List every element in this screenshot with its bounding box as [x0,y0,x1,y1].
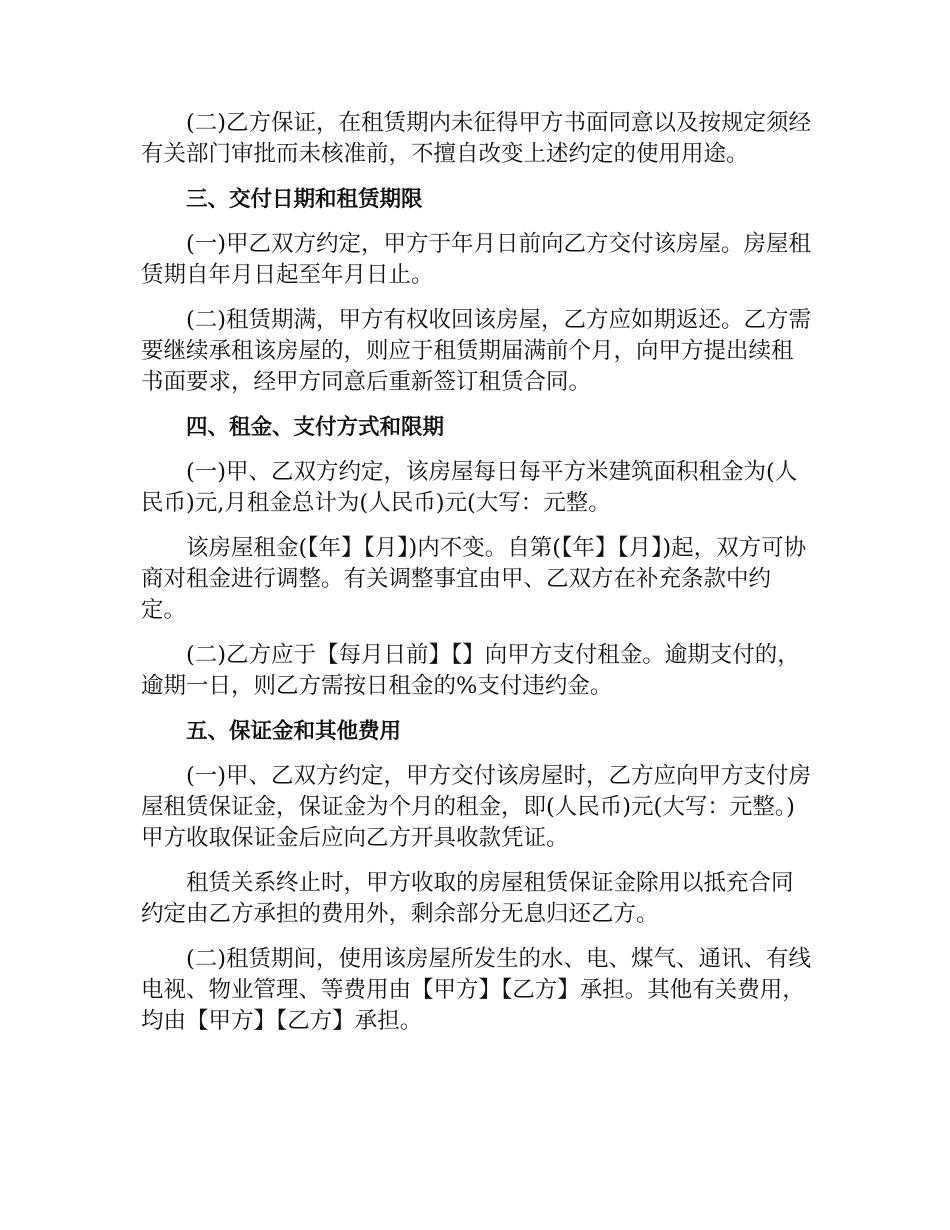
section-heading-delivery: 三、交付日期和租赁期限 [186,187,423,212]
paragraph-deposit-amount: (一)甲、乙双方约定，甲方交付该房屋时，乙方应向甲方支付房屋租赁保证金，保证金为个月的租金，即(人民币)元(大写：元整。)甲方收取保证金后应向乙方开具收款凭证。 [141,763,812,851]
paragraph-use-guarantee: (二)乙方保证，在租赁期内未征得甲方书面同意以及按规定须经有关部门审批而未核准前，不擅自改变上述约定的使用用途。 [141,110,812,167]
paragraph-other-fees: (二)租赁期间，使用该房屋所发生的水、电、煤气、通讯、有线电视、物业管理、等费用由【甲方】【乙方】承担。其他有关费用，均由【甲方】【乙方】承担。 [141,946,812,1034]
section-heading-deposit: 五、保证金和其他费用 [186,719,402,744]
paragraph-deposit-return: 租赁关系终止时，甲方收取的房屋租赁保证金除用以抵充合同约定由乙方承担的费用外，剩余部分无息归还乙方。 [141,870,794,927]
document-page [141,108,813,1051]
paragraph-rent-adjustment: 该房屋租金(【年】【月】)内不变。自第(【年】【月】)起，双方可协商对租金进行调整。有关调整事宜由甲、乙双方在补充条款中约定。 [141,535,807,623]
paragraph-lease-expiry: (二)租赁期满，甲方有权收回该房屋，乙方应如期返还。乙方需要继续承租该房屋的，则应于租赁期届满前个月，向甲方提出续租书面要求，经甲方同意后重新签订租赁合同。 [141,307,812,395]
paragraph-rent-amount: (一)甲、乙双方约定，该房屋每日每平方米建筑面积租金为(人民币)元,月租金总计为(人民币)元(大写：元整。 [141,459,798,516]
paragraph-rent-payment: (二)乙方应于【每月日前】【】向甲方支付租金。逾期支付的，逾期一日，则乙方需按日租金的%支付违约金。 [141,642,800,699]
section-heading-rent: 四、租金、支付方式和限期 [186,415,445,440]
paragraph-delivery-date: (一)甲乙双方约定，甲方于年月日前向乙方交付该房屋。房屋租赁期自年月日起至年月日止。 [141,231,812,288]
